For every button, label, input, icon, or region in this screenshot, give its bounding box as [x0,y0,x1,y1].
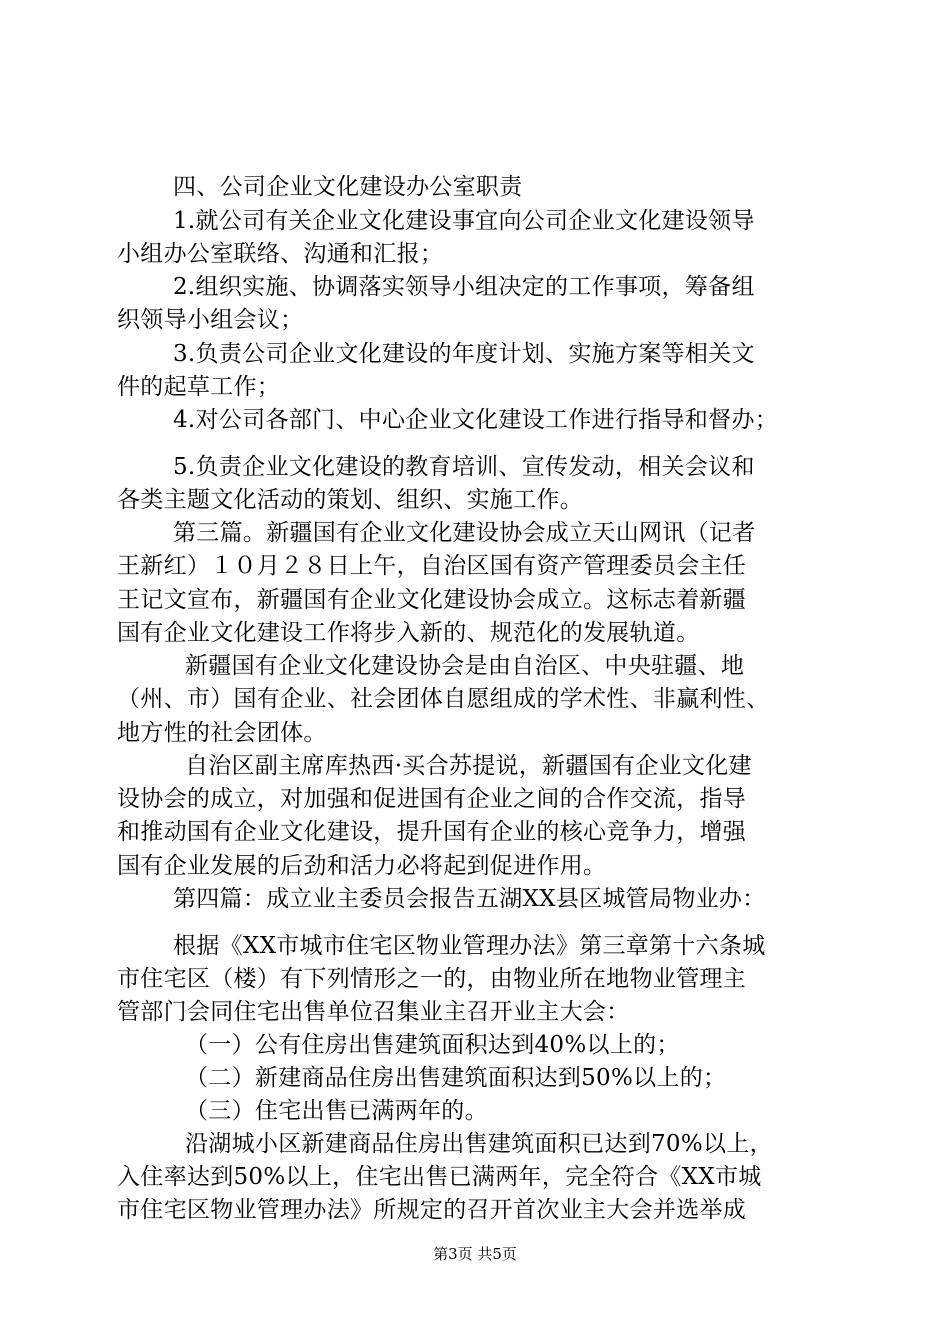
text-line: 2.组织实施、协调落实领导小组决定的工作事项，筹备组 [173,274,755,300]
text-line: 管部门会同住宅出售单位召集业主召开业主大会： [117,999,630,1025]
text-line: 1.就公司有关企业文化建设事宜向公司企业文化建设领导 [173,208,755,234]
text-line: 5.负责企业文化建设的教育培训、宣传发动，相关会议和 [173,454,755,480]
chapter-four-heading: 第四篇：成立业主委员会报告五湖XX县区城管局物业办： [173,886,766,912]
text-line: 市住宅区（楼）有下列情形之一的，由物业所在地物业管理主 [117,966,747,992]
text-line: 市住宅区物业管理办法》所规定的召开首次业主大会并选举成 [117,1197,747,1223]
text-line: 入住率达到50%以上，住宅出售已满两年，完全符合《XX市城 [117,1164,762,1190]
text-line: （州、市）国有企业、社会团体自愿组成的学术性、非赢利性、 [117,686,770,712]
text-line: 国有企业文化建设工作将步入新的、规范化的发展轨道。 [117,620,700,646]
text-line: 件的起草工作； [117,374,281,400]
text-line: 王新红）１０月２８日上午，自治区国有资产管理委员会主任 [117,553,747,579]
list-item: （三）住宅出售已满两年的。 [185,1098,488,1124]
text-line: 织领导小组会议； [117,307,304,333]
text-line: 地方性的社会团体。 [117,720,327,746]
text-line: 设协会的成立，对加强和促进国有企业之间的合作交流，指导 [117,786,747,812]
chapter-three-heading: 第三篇。新疆国有企业文化建设协会成立天山网讯（记者 [173,520,756,546]
text-line: 小组办公室联络、沟通和汇报； [117,241,444,267]
text-line: 4.对公司各部门、中心企业文化建设工作进行指导和督办； [173,407,779,433]
text-line: 国有企业发展的后劲和活力必将起到促进作用。 [117,853,607,879]
text-line: 自治区副主席库热西·买合苏提说，新疆国有企业文化建 [185,753,752,779]
page-footer: 第3页 共5页 [433,1245,517,1263]
text-line: 根据《XX市城市住宅区物业管理办法》第三章第十六条城 [173,933,766,959]
list-item: （二）新建商品住房出售建筑面积达到50%以上的； [185,1065,727,1091]
text-line: 3.负责公司企业文化建设的年度计划、实施方案等相关文 [173,341,755,367]
section-heading: 四、公司企业文化建设办公室职责 [173,174,523,200]
list-item: （一）公有住房出售建筑面积达到40%以上的； [185,1032,680,1058]
text-line: 和推动国有企业文化建设，提升国有企业的核心竞争力，增强 [117,819,747,845]
text-line: 各类主题文化活动的策划、组织、实施工作。 [117,487,583,513]
text-line: 沿湖城小区新建商品住房出售建筑面积已达到70%以上， [185,1131,773,1157]
text-line: 王记文宣布，新疆国有企业文化建设协会成立。这标志着新疆 [117,587,747,613]
text-line: 新疆国有企业文化建设协会是由自治区、中央驻疆、地 [185,653,745,679]
